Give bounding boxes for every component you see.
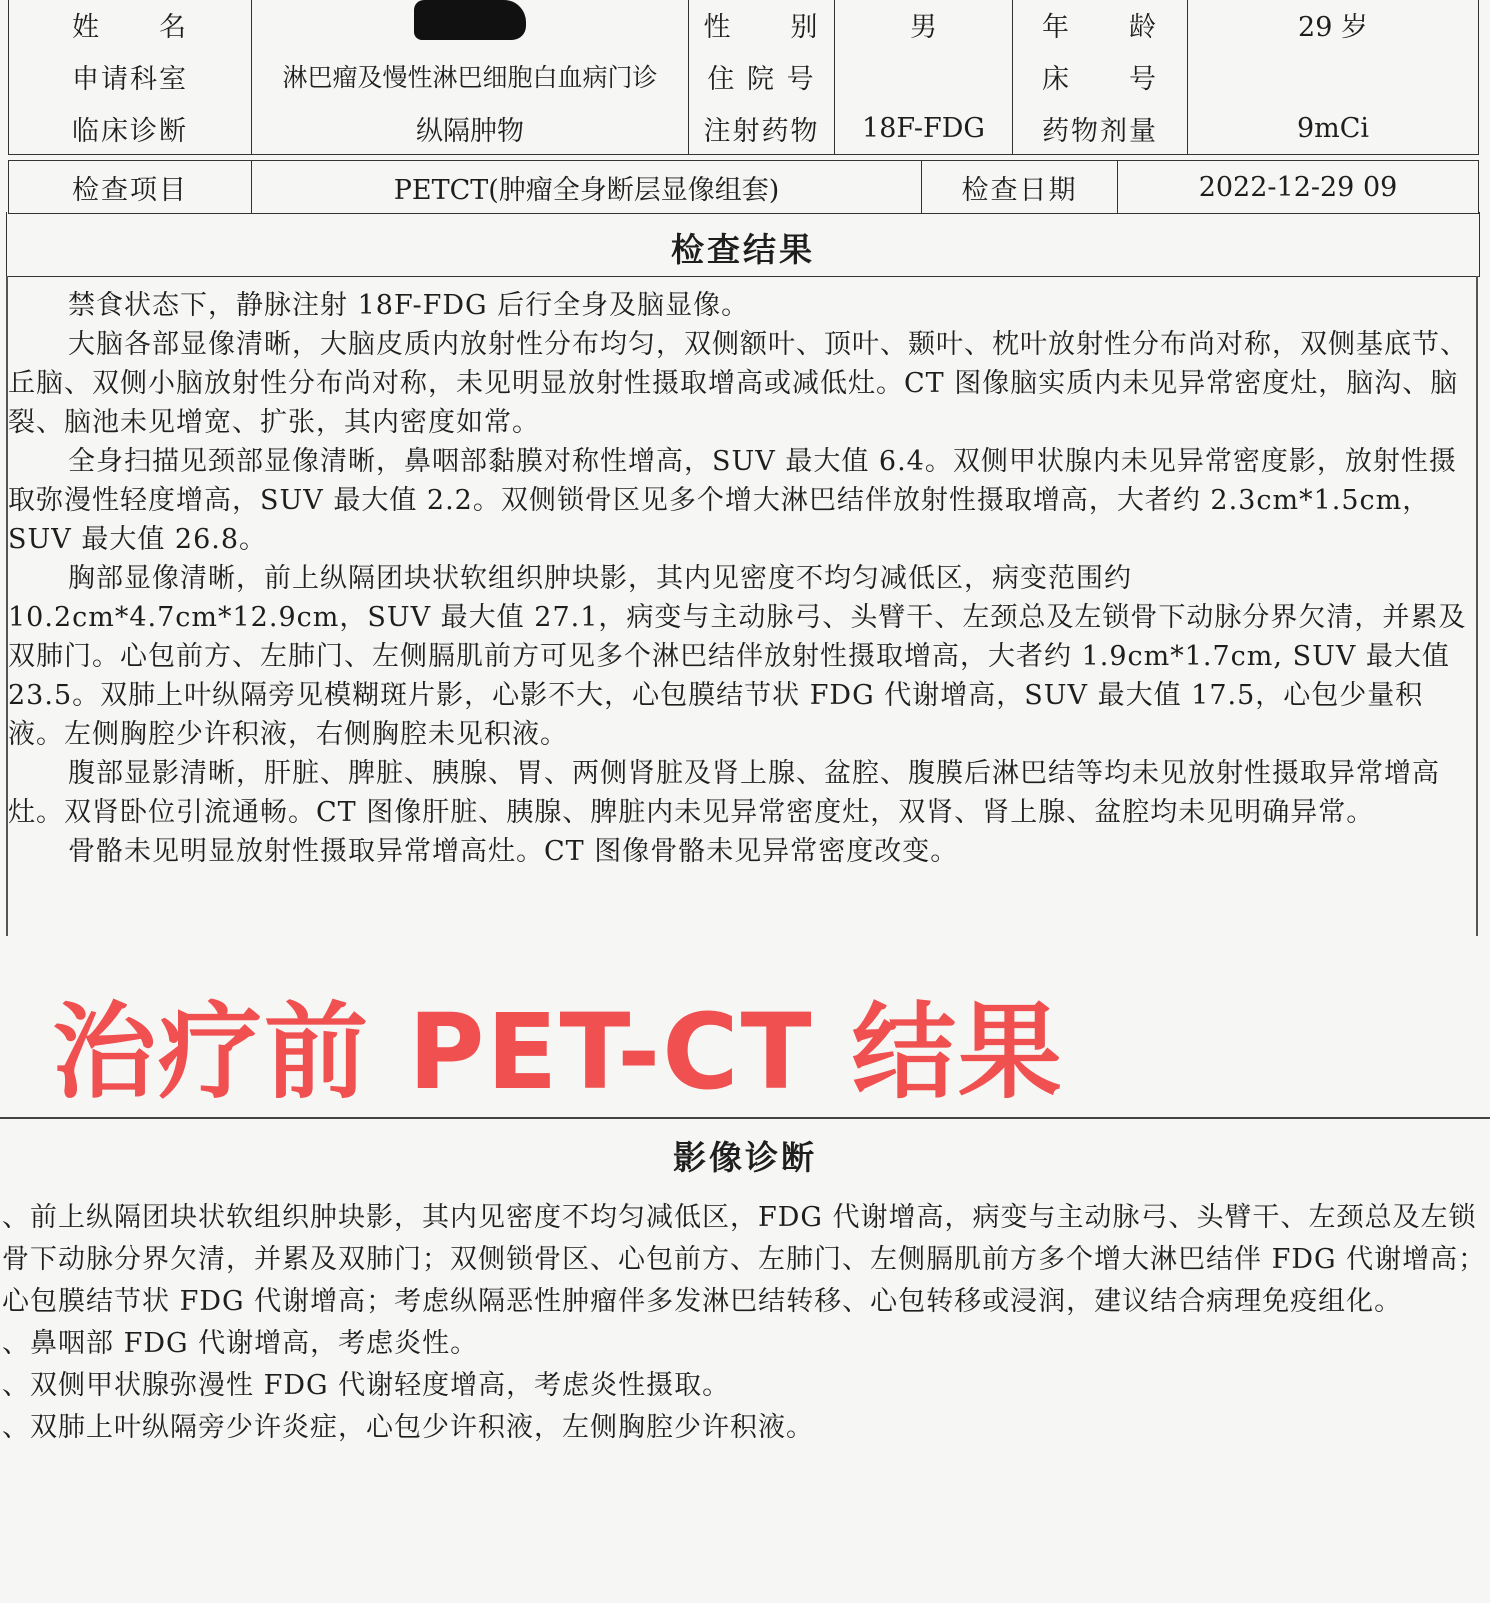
drug-label: 注射药物 — [689, 102, 835, 155]
name-value-redacted — [252, 0, 689, 50]
results-paragraph: 大脑各部显像清晰，大脑皮质内放射性分布均匀，双侧额叶、顶叶、颞叶、枕叶放射性分布尚对称，双侧基底节、丘脑、双侧小脑放射性分布尚对称，未见明显放射性摄取增高或减低灶。CT 图像脑实质内未见异常密度灶，脑沟、脑裂、脑池未见增宽、扩张，其内密度如常。 — [8, 329, 1468, 438]
diagnosis-item: 、双肺上叶纵隔旁少许炎症，心包少许积液，左侧胸腔少许积液。 — [2, 1412, 814, 1443]
bed-value — [1188, 50, 1479, 102]
diagnosis-item: 、鼻咽部 FDG 代谢增高，考虑炎性。 — [2, 1328, 479, 1359]
age-value: 29 岁 — [1188, 0, 1479, 50]
results-paragraph: 骨骼未见明显放射性摄取异常增高灶。CT 图像骨骼未见异常密度改变。 — [68, 836, 959, 867]
redaction-mark — [414, 0, 526, 40]
patient-info-table — [8, 0, 1479, 155]
date-value: 2022-12-29 09 — [1118, 161, 1479, 214]
diagnosis-title: 影像诊断 — [673, 1138, 817, 1177]
age-label: 年 龄 — [1013, 0, 1188, 50]
diagnosis-value: 纵隔肿物 — [252, 102, 689, 155]
diagnosis-item: 、双侧甲状腺弥漫性 FDG 代谢轻度增高，考虑炎性摄取。 — [2, 1370, 731, 1401]
results-title-box — [6, 212, 1480, 277]
name-label: 姓 名 — [9, 0, 252, 50]
admission-value — [835, 50, 1013, 102]
results-paragraph: 腹部显影清晰，肝脏、脾脏、胰腺、胃、两侧肾脏及肾上腺、盆腔、腹膜后淋巴结等均未见放射性摄取异常增高灶。双肾卧位引流通畅。CT 图像肝脏、胰腺、脾脏内未见异常密度灶，双肾、肾上腺、盆腔均未见明确异常。 — [8, 758, 1440, 828]
dose-value: 9mCi — [1188, 102, 1479, 155]
gender-value: 男 — [835, 0, 1013, 50]
overlay-caption: 治疗前 PET-CT 结果 — [52, 991, 1064, 1113]
results-body — [0, 286, 1490, 871]
results-paragraph: 禁食状态下，静脉注射 18F-FDG 后行全身及脑显像。 — [68, 290, 750, 321]
date-label: 检查日期 — [922, 161, 1118, 214]
results-title: 检查结果 — [671, 230, 815, 269]
gender-label: 性 别 — [689, 0, 835, 50]
diagnosis-divider — [0, 1117, 1490, 1119]
dept-label: 申请科室 — [9, 50, 252, 102]
admission-label: 住 院 号 — [689, 50, 835, 102]
bed-label: 床 号 — [1013, 50, 1188, 102]
diagnosis-item: 、前上纵隔团块状软组织肿块影，其内见密度不均匀减低区，FDG 代谢增高，病变与主动脉弓、头臂干、左颈总及左锁骨下动脉分界欠清，并累及双肺门；双侧锁骨区、心包前方、左肺门、左侧膈肌前方多个增大淋巴结伴 FDG 代谢增高；心包膜结节状 FDG 代谢增高；考虑纵隔恶性肿瘤伴多发淋巴结转移、心包转移或浸润，建议结合病理免疫组化。 — [2, 1202, 1487, 1317]
results-paragraph: 全身扫描见颈部显像清晰，鼻咽部黏膜对称性增高，SUV 最大值 6.4。双侧甲状腺内未见异常密度影，放射性摄取弥漫性轻度增高，SUV 最大值 2.2。双侧锁骨区见多个增大淋巴结伴放射性摄取增高，大者约 2.3cm*1.5cm，SUV 最大值 26.8。 — [8, 446, 1457, 555]
drug-value: 18F-FDG — [835, 102, 1013, 155]
dose-label: 药物剂量 — [1013, 102, 1188, 155]
dept-value: 淋巴瘤及慢性淋巴细胞白血病门诊 — [252, 50, 689, 102]
results-paragraph: 胸部显像清晰，前上纵隔团块状软组织肿块影，其内见密度不均匀减低区，病变范围约 10.2cm*4.7cm*12.9cm，SUV 最大值 27.1，病变与主动脉弓、头臂干、左颈总及左锁骨下动脉分界欠清，并累及双肺门。心包前方、左肺门、左侧膈肌前方可见多个淋巴结伴放射性摄取增高，大者约 1.9cm*1.7cm, SUV 最大值 23.5。双肺上叶纵隔旁见模糊斑片影，心影不大，心包膜结节状 FDG 代谢增高，SUV 最大值 17.5，心包少量积液。左侧胸腔少许积液，右侧胸腔未见积液。 — [8, 563, 1467, 750]
exam-value: PETCT(肿瘤全身断层显像组套) — [252, 161, 922, 214]
exam-info-table — [8, 160, 1479, 214]
diagnosis-label: 临床诊断 — [9, 102, 252, 155]
diagnosis-body — [0, 1197, 1490, 1449]
exam-label: 检查项目 — [9, 161, 252, 214]
